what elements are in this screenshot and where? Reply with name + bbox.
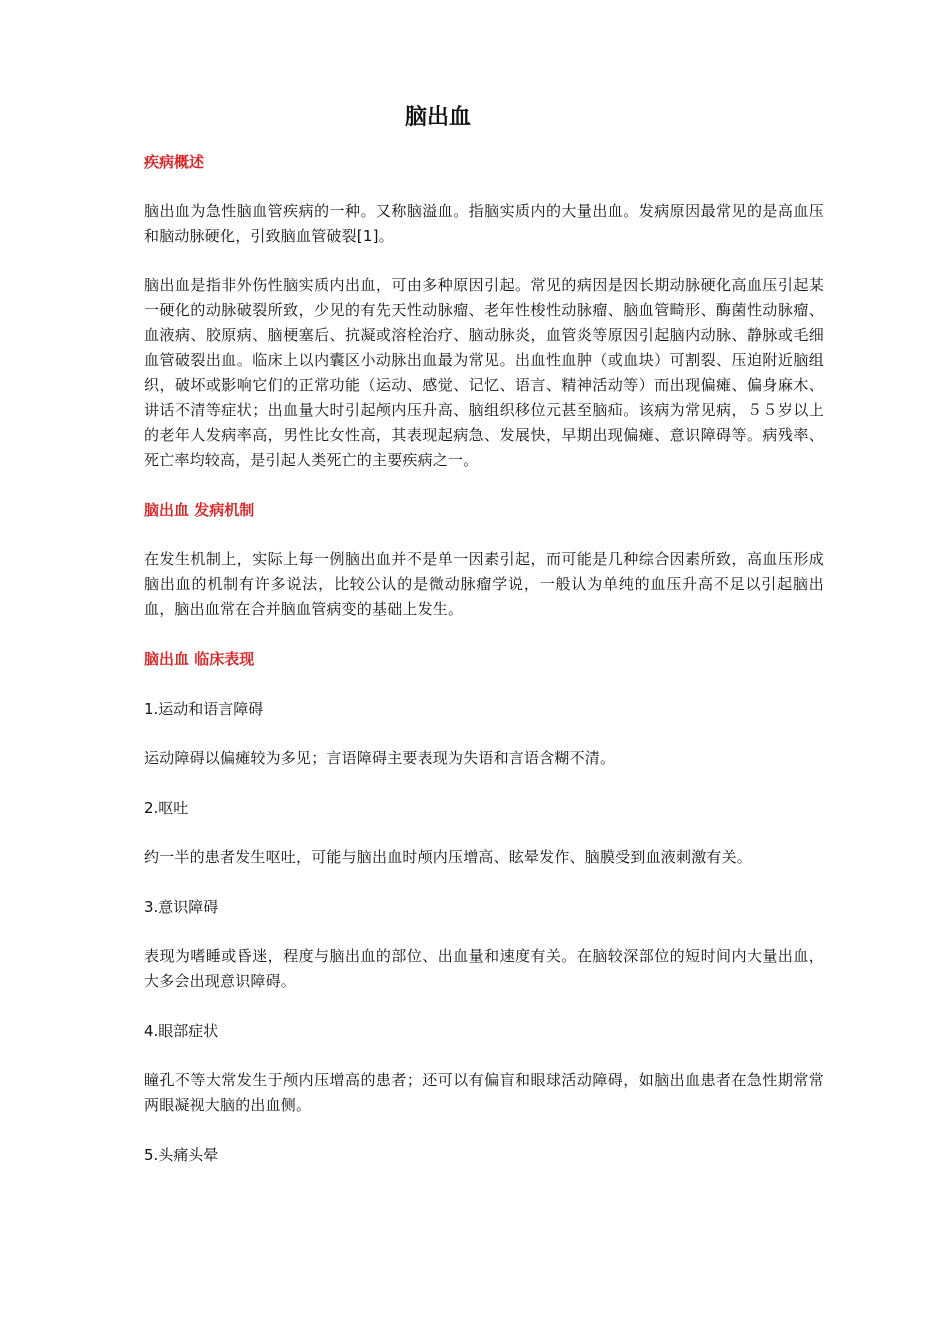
section-heading-clinical: 脑出血 临床表现 xyxy=(144,650,255,668)
clinical-item-label: 4.眼部症状 xyxy=(144,1022,219,1040)
mechanism-paragraph: 在发生机制上，实际上每一例脑出血并不是单一因素引起，而可能是几种综合因素所致，高血压形成脑出血的机制有许多说法，比较公认的是微动脉瘤学说，一般认为单纯的血压升高不足以引起脑出血，脑出血常在合并脑血管病变的基础上发生。 xyxy=(144,550,824,618)
section-heading-overview: 疾病概述 xyxy=(144,153,205,171)
document-title: 脑出血 xyxy=(404,105,471,130)
clinical-item-label: 5.头痛头晕 xyxy=(144,1146,219,1164)
overview-paragraph-2: 脑出血是指非外伤性脑实质内出血，可由多种原因引起。常见的病因是因长期动脉硬化高血压引起某一硬化的动脉破裂所致，少见的有先天性动脉瘤、老年性梭性动脉瘤、脑血管畸形、酶菌性动脉瘤、血液病、胶原病、脑梗塞后、抗凝或溶栓治疗、脑动脉炎，血管炎等原因引起脑内动脉、静脉或毛细血管破裂出血。临床上以内囊区小动脉出血最为常见。出血性血肿（或血块）可割裂、压迫附近脑组织，破坏或影响它们的正常功能（运动、感觉、记忆、语言、精神活动等）而出现偏瘫、偏身麻木、讲话不清等症状；出血量大时引起颅内压升高、脑组织移位元甚至脑疝。该病为常见病，５５岁以上的老年人发病率高，男性比女性高，其表现起病急、发展快，早期出现偏瘫、意识障碍等。病残率、死亡率均较高，是引起人类死亡的主要疾病之一。 xyxy=(144,276,824,469)
clinical-item-label: 2.呕吐 xyxy=(144,799,189,817)
clinical-item-text: 表现为嗜睡或昏迷，程度与脑出血的部位、出血量和速度有关。在脑较深部位的短时间内大量出血，大多会出现意识障碍。 xyxy=(144,947,824,990)
clinical-item-label: 1.运动和语言障碍 xyxy=(144,700,264,718)
section-heading-mechanism: 脑出血 发病机制 xyxy=(144,501,255,519)
clinical-item-text: 瞳孔不等大常发生于颅内压增高的患者；还可以有偏盲和眼球活动障碍，如脑出血患者在急性期常常两眼凝视大脑的出血侧。 xyxy=(144,1071,824,1114)
overview-paragraph-1: 脑出血为急性脑血管疾病的一种。又称脑溢血。指脑实质内的大量出血。发病原因最常见的是高血压和脑动脉硬化，引致脑血管破裂[1]。 xyxy=(144,202,824,245)
document-content xyxy=(144,149,824,1192)
clinical-item-text: 运动障碍以偏瘫较为多见；言语障碍主要表现为失语和言语含糊不清。 xyxy=(144,749,616,767)
clinical-item-label: 3.意识障碍 xyxy=(144,898,219,916)
clinical-item-text: 约一半的患者发生呕吐，可能与脑出血时颅内压增高、眩晕发作、脑膜受到血液刺激有关。 xyxy=(144,848,753,866)
